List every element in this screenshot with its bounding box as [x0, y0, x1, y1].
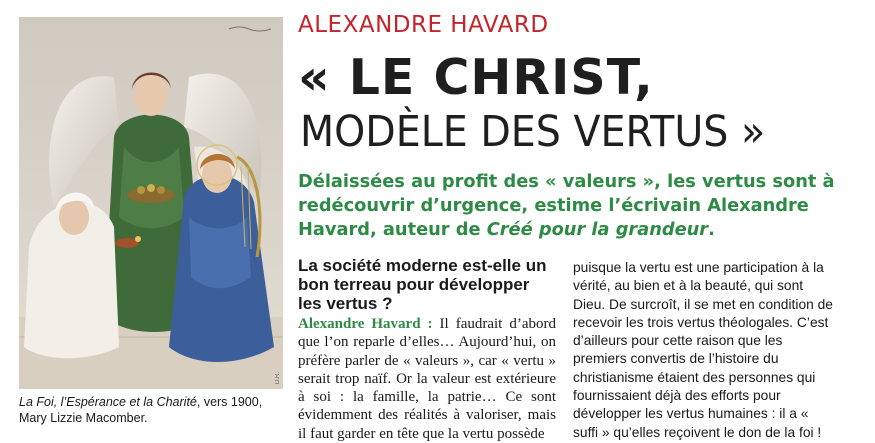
- answer-text-1: Il faudrait d’abord que l’on reparle d’elles… Aujourd’hui, on préfère parler de « valeurs », car « vertu » serait trop naïf. Or la valeur est extérieure à soi : la famille, la patrie… Ce sont évidemment des réalités à valoriser, mais il faut garder en tête que la vertu possède: [298, 316, 556, 442]
- lede-text: Délaissées au profit des « valeurs », les vertus sont à redécouvrir d’urgence, estime l’écrivain Alexandre Havard, auteur de: [298, 171, 835, 240]
- answer-text-2: puisque la vertu est une participation à la vérité, au bien et à la beauté, qui sont Dieu. De surcroît, il se met en condition de recevoir les trois vertus théologales. C’est d’ailleurs pour cette raison que les premiers convertis de l’histoire du christianisme étaient des personnes qui fournissaient déjà des efforts pour développer les vertus humaines : il a « suffi » qu’elles reçoivent le don de la foi !: [573, 260, 833, 440]
- speaker-name: Alexandre Havard :: [298, 316, 433, 332]
- author-name: ALEXANDRE HAVARD: [298, 12, 549, 38]
- image-caption: [19, 394, 283, 426]
- lede-end: .: [708, 219, 715, 240]
- artwork-details: , vers 1900, Mary Lizzie Macomber.: [19, 395, 263, 425]
- painting-image: [19, 17, 283, 389]
- article-title-line1: « LE CHRIST,: [298, 49, 654, 106]
- article-title-line2: MODÈLE DES VERTUS »: [300, 107, 766, 157]
- artwork-title: La Foi, l’Espérance et la Charité: [19, 395, 197, 409]
- interview-question: La société moderne est-elle un bon terreau pour développer les vertus ?: [298, 256, 547, 313]
- body-column-1: [298, 256, 556, 443]
- image-credit: D.R.: [275, 372, 281, 384]
- body-column-2: [573, 259, 835, 442]
- interview-answer-1: [298, 315, 556, 443]
- book-title: Créé pour la grandeur: [486, 219, 709, 240]
- article-lede: [298, 170, 858, 242]
